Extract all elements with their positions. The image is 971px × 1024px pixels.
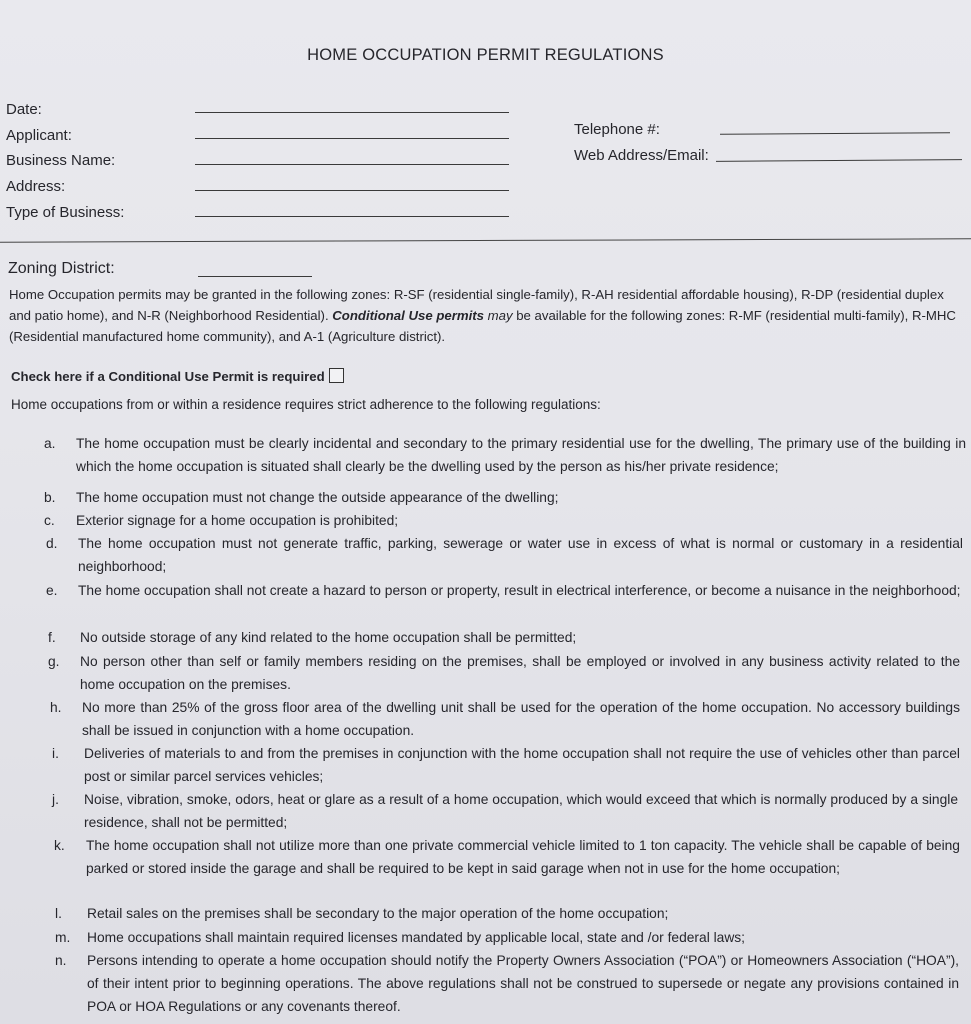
item-text: No outside storage of any kind related to the home occupation shall be permitted; (80, 630, 577, 645)
conditional-use-checkbox[interactable] (329, 368, 344, 383)
telephone-label: Telephone #: (574, 121, 660, 138)
item-text: Noise, vibration, smoke, odors, heat or glare as a result of a home occupation, which would exceed that which is normally produced by a single residence, shall not be permitted; (84, 792, 958, 830)
list-item (55, 949, 959, 1018)
telephone-field[interactable] (720, 132, 950, 135)
type-of-business-label: Type of Business: (6, 204, 125, 221)
item-marker: c. (44, 513, 55, 528)
item-marker: e. (46, 583, 58, 598)
list-item (48, 626, 960, 649)
address-field[interactable] (195, 190, 509, 191)
item-marker: l. (55, 906, 62, 921)
business-name-label: Business Name: (6, 152, 116, 169)
item-marker: b. (44, 490, 56, 505)
item-text: Exterior signage for a home occupation is prohibited; (76, 513, 399, 528)
list-item (55, 902, 959, 925)
list-item (52, 742, 960, 788)
item-text: Retail sales on the premises shall be secondary to the major operation of the home occupation; (87, 906, 669, 921)
applicant-label: Applicant: (6, 127, 72, 144)
item-text: The home occupation must not change the outside appearance of the dwelling; (76, 490, 559, 505)
item-marker: j. (52, 792, 59, 807)
business-name-field[interactable] (195, 164, 509, 165)
list-item (52, 788, 958, 834)
item-marker: h. (50, 700, 62, 715)
item-marker: i. (52, 746, 59, 761)
item-marker: m. (55, 930, 71, 945)
item-marker: f. (48, 630, 56, 645)
web-email-field[interactable] (716, 159, 962, 162)
type-of-business-field[interactable] (195, 216, 509, 217)
address-label: Address: (6, 178, 66, 195)
section-divider (0, 238, 971, 242)
item-text: The home occupation shall not utilize more than one private commercial vehicle limited to 1 ton capacity. The vehicle shall be capable of being parked or stored inside the garage and shall be required to be kept in said garage when not in use for the home occupation; (86, 838, 960, 876)
zoning-district-field[interactable] (198, 276, 312, 277)
zoning-paragraph (9, 284, 959, 347)
list-item (44, 509, 966, 532)
conditional-use-label: Check here if a Conditional Use Permit is required (11, 369, 325, 384)
list-item (44, 486, 966, 509)
conditional-use-check-row (11, 368, 344, 384)
item-text: Home occupations shall maintain required licenses mandated by applicable local, state and /or federal laws; (87, 930, 746, 945)
item-text: Persons intending to operate a home occupation should notify the Property Owners Association (“POA”) or Homeowners Association (“HOA”), of their intent prior to beginning operations. The above regulations shall not be construed to supersede or negate any provisions contained in POA or HOA Regulations or any covenants thereof. (87, 953, 959, 1014)
item-marker: k. (54, 838, 65, 853)
item-text: No more than 25% of the gross floor area of the dwelling unit shall be used for the operation of the home occupation. No accessory buildings shall be issued in conjunction with a home occupation. (82, 700, 960, 738)
zoning-text-may: may (483, 308, 513, 323)
item-marker: g. (48, 654, 60, 669)
regulations-intro: Home occupations from or within a residence requires strict adherence to the following regulations: (11, 397, 601, 412)
zoning-district-label: Zoning District: (8, 260, 115, 277)
item-text: The home occupation must not generate traffic, parking, sewerage or water use in excess of what is normal or customary in a residential neighborhood; (78, 536, 963, 574)
item-marker: d. (46, 536, 58, 551)
zoning-text-conditional: Conditional Use permits (332, 308, 484, 323)
list-item (55, 926, 959, 949)
list-item (46, 532, 963, 578)
list-item (54, 834, 960, 880)
applicant-field[interactable] (195, 138, 509, 139)
list-item (46, 579, 963, 602)
web-email-label: Web Address/Email: (574, 147, 709, 164)
item-marker: n. (55, 953, 67, 968)
date-field[interactable] (195, 112, 509, 113)
item-text: No person other than self or family members residing on the premises, shall be employed or involved in any business activity related to the home occupation on the premises. (80, 654, 960, 692)
list-item (44, 432, 966, 478)
item-text: The home occupation must be clearly incidental and secondary to the primary residential use for the dwelling, The primary use of the building in which the home occupation is situated shall clearly be the dwelling used by the person as his/her private residence; (76, 436, 966, 474)
date-label: Date: (6, 101, 42, 118)
zoning-text-1: Home Occupation permits may be granted in the following zones: R-SF (residential single-family), R-AH residential affordable housing), R-DP (residential duplex and patio home), and N-R (Neighborhood Residential). (9, 287, 944, 323)
list-item (50, 696, 960, 742)
item-text: The home occupation shall not create a hazard to person or property, result in electrical interference, or become a nuisance in the neighborhood; (78, 583, 961, 598)
item-text: Deliveries of materials to and from the premises in conjunction with the home occupation shall not require the use of vehicles other than parcel post or similar parcel services vehicles; (84, 746, 960, 784)
item-marker: a. (44, 436, 56, 451)
document-title: HOME OCCUPATION PERMIT REGULATIONS (307, 46, 664, 64)
list-item (48, 650, 960, 696)
zoning-text-2: be available for the following zones: R-MF (residential multi-family), R-MHC (Residential manufactured home community), and A-1 (Agriculture district). (9, 308, 956, 344)
